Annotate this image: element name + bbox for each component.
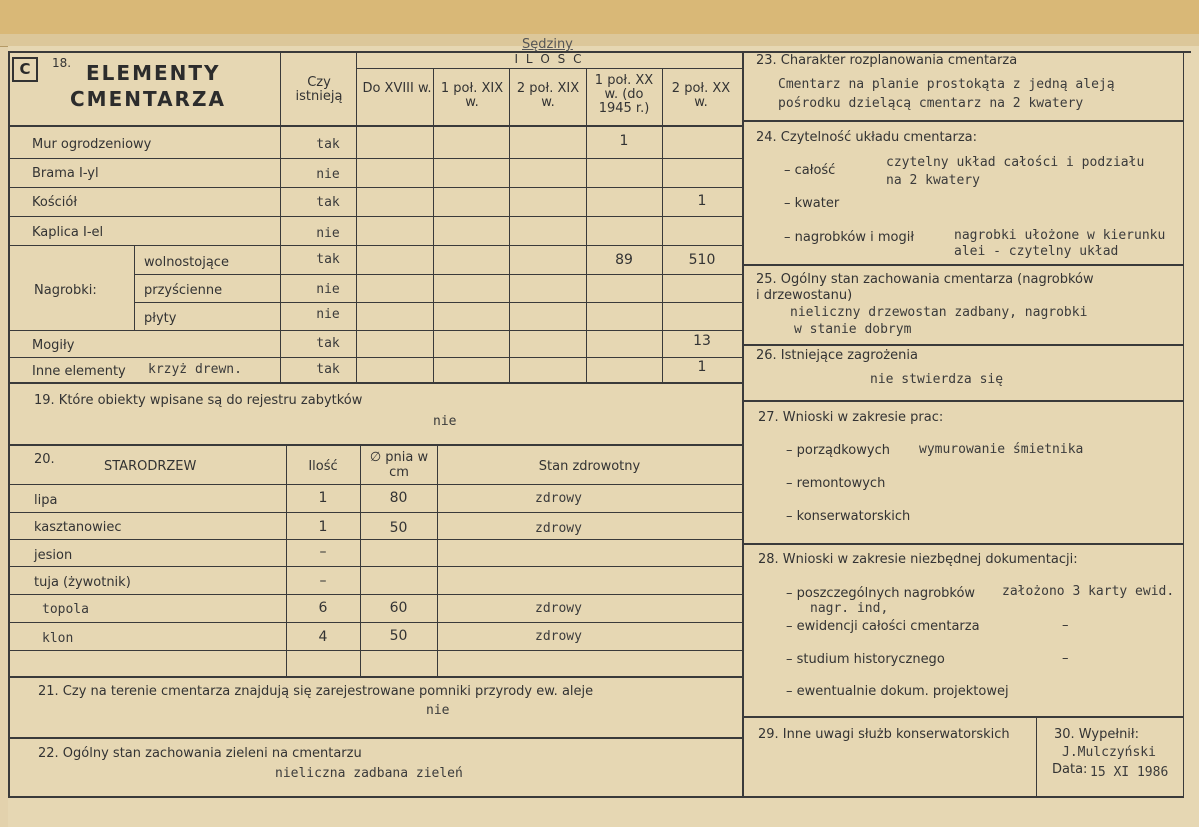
q24-bottom <box>742 264 1184 266</box>
tree-health-5: zdrowy <box>535 601 582 616</box>
tree-diam-1: 80 <box>389 490 408 506</box>
tree-qty-6: 4 <box>318 629 328 645</box>
tree-diam-6: 50 <box>389 628 408 644</box>
q19-bottom <box>8 444 742 446</box>
q23-bottom <box>742 120 1184 122</box>
period-header-2: 1 poł. XIX w. <box>440 81 504 110</box>
t20-row-1 <box>8 512 742 513</box>
outer-left-border <box>8 51 10 797</box>
tree-name-6: klon <box>42 631 74 646</box>
exists-header: Czy istnieją <box>295 75 343 104</box>
q24-calosc-answer-2: na 2 kwatery <box>886 173 980 188</box>
q30-name: J.Mulczyński <box>1062 745 1156 760</box>
q24-nagrobkow-answer-1: nagrobki ułożone w kierunku <box>954 228 1166 243</box>
table20-bottom <box>8 676 742 678</box>
q27-remontowych: – remontowych <box>786 476 886 491</box>
q21-bottom <box>8 737 742 739</box>
tree-name-5: topola <box>42 602 89 617</box>
tree-diam-5: 60 <box>389 600 408 616</box>
q27-porzadkowych-answer: wymurowanie śmietnika <box>919 442 1084 457</box>
top-paper-strip-lower <box>0 34 1199 46</box>
q22-answer: nieliczna zadbana zieleń <box>275 766 463 781</box>
table18-header-bottom <box>8 125 742 127</box>
table20-header-health: Stan zdrowotny <box>538 459 641 474</box>
row-line-6 <box>134 302 742 303</box>
q29-q30-divider <box>1036 716 1037 797</box>
row-line-3 <box>8 216 742 217</box>
exists-przyscienne: nie <box>316 282 340 297</box>
tree-health-1: zdrowy <box>535 491 582 506</box>
tree-qty-5: 6 <box>318 600 328 616</box>
q26-answer: nie stwierdza się <box>870 372 1004 387</box>
q21-label: 21. Czy na terenie cmentarza znajdują się zarejestrowane pomniki przyrody ew. aleje <box>38 684 594 699</box>
row-line-7 <box>8 330 742 331</box>
row-label-wolnostojace: wolnostojące <box>144 255 229 270</box>
outer-right-border <box>1183 51 1184 797</box>
q23-answer-line1: Cmentarz na planie prostokąta z jedną aleją <box>778 77 1115 92</box>
q21-answer: nie <box>426 703 450 718</box>
row-note-inne: krzyż drewn. <box>148 362 242 377</box>
row-label-mogily: Mogiły <box>32 338 75 353</box>
value-wolnostojace-p4: 89 <box>615 252 633 268</box>
tree-name-2: kasztanowiec <box>34 520 122 535</box>
q25-bottom <box>742 344 1184 346</box>
value-wolnostojace-p5: 510 <box>688 252 716 268</box>
row-label-brama: Brama I-yl <box>32 166 99 181</box>
exists-kosciol: tak <box>316 195 340 210</box>
q28-bottom <box>742 716 1184 718</box>
outer-bottom-border <box>8 796 1184 798</box>
q30-label: 30. Wypełnił: <box>1054 727 1139 742</box>
q19-answer: nie <box>433 414 457 429</box>
title-line1: ELEMENTY <box>86 61 221 85</box>
row-line-2 <box>8 187 742 188</box>
section-number: 18. <box>52 56 72 70</box>
table18-bottom <box>8 382 742 384</box>
q22-label: 22. Ogólny stan zachowania zieleni na cmentarzu <box>38 746 362 761</box>
tree-name-3: jesion <box>34 548 73 563</box>
q24-calosc-answer-1: czytelny układ całości i podziału <box>886 155 1145 170</box>
row-line-4 <box>8 245 742 246</box>
q25-answer-2: w stanie dobrym <box>794 322 912 337</box>
t20-row-5 <box>8 622 742 623</box>
q26-label: 26. Istniejące zagrożenia <box>756 348 918 363</box>
tree-health-2: zdrowy <box>535 521 582 536</box>
row-label-plyty: płyty <box>144 311 177 326</box>
table20-header-diam: ∅ pnia w cm <box>369 450 429 480</box>
q24-nagrobkow: – nagrobków i mogił <box>784 230 915 245</box>
q23-answer-line2: pośrodku dzielącą cmentarz na 2 kwatery <box>778 96 1084 111</box>
q27-konserwatorskich: – konserwatorskich <box>786 509 911 524</box>
q27-bottom <box>742 543 1184 545</box>
table20-header-bottom <box>8 484 742 485</box>
tree-name-4: tuja (żywotnik) <box>34 575 131 590</box>
q25-answer-1: nieliczny drzewostan zadbany, nagrobki <box>790 305 1088 320</box>
value-mogily-p5: 13 <box>693 333 711 349</box>
row-line-1 <box>8 158 742 159</box>
value-inne-p5: 1 <box>697 359 707 375</box>
q28-label: 28. Wnioski w zakresie niezbędnej dokumentacji: <box>758 552 1078 567</box>
period-header-5: 2 poł. XX w. <box>671 81 731 110</box>
value-mur-p4: 1 <box>619 133 629 149</box>
q28-studium-answer: – <box>1062 651 1069 666</box>
q23-label: 23. Charakter rozplanowania cmentarza <box>756 53 1018 68</box>
exists-kaplica: nie <box>316 226 340 241</box>
exists-plyty: nie <box>316 307 340 322</box>
tree-qty-1: 1 <box>318 490 328 506</box>
row-label-mur: Mur ogrodzeniowy <box>32 137 152 152</box>
q28-ewidencji-answer: – <box>1062 618 1069 633</box>
q24-nagrobkow-answer-2: alei - czytelny układ <box>954 244 1119 259</box>
table20-number: 20. <box>34 452 55 467</box>
q30-date: 15 XI 1986 <box>1090 765 1169 780</box>
q28-poszczegolnych-answer-2: nagr. ind, <box>810 601 889 616</box>
row-label-kosciol: Kościół <box>32 195 78 210</box>
nagrobki-label: Nagrobki: <box>34 283 97 298</box>
ilosc-header: I L O Ś Ć <box>514 52 584 66</box>
exists-inne: tak <box>316 362 340 377</box>
exists-brama: nie <box>316 167 340 182</box>
exists-mur: tak <box>316 137 340 152</box>
q24-label: 24. Czytelność układu cmentarza: <box>756 130 978 145</box>
title-line2: CMENTARZA <box>70 87 226 111</box>
q24-calosc: – całość <box>784 163 836 178</box>
table20-vline-health <box>437 444 438 676</box>
table18-vline-p3 <box>509 68 510 382</box>
t20-row-4 <box>8 594 742 595</box>
q26-bottom <box>742 400 1184 402</box>
nagrobki-vline <box>134 245 135 330</box>
q28-poszczegolnych-answer-1: założono 3 karty ewid. <box>1002 584 1175 599</box>
q28-studium: – studium historycznego <box>786 652 945 667</box>
q30-date-label: Data: <box>1052 762 1088 777</box>
tree-qty-3: – <box>319 544 327 560</box>
t20-row-6 <box>8 650 742 651</box>
table18-vline-p2 <box>433 68 434 382</box>
exists-mogily: tak <box>316 336 340 351</box>
q28-ewidencji: – ewidencji całości cmentarza <box>786 619 980 634</box>
row-label-inne: Inne elementy <box>32 364 126 379</box>
tree-qty-2: 1 <box>318 519 328 535</box>
q28-projektowej: – ewentualnie dokum. projektowej <box>786 684 1009 699</box>
t20-row-3 <box>8 566 742 567</box>
row-line-5 <box>134 274 742 275</box>
q27-porzadkowych: – porządkowych <box>786 443 890 458</box>
tree-qty-4: – <box>319 573 327 589</box>
ilosc-rule <box>356 68 742 69</box>
q29-label: 29. Inne uwagi służb konserwatorskich <box>758 727 1010 742</box>
tree-name-1: lipa <box>34 493 58 508</box>
handwritten-place: Sędziny <box>522 37 573 52</box>
row-label-kaplica: Kaplica I-el <box>32 225 104 240</box>
q28-poszczegolnych: – poszczególnych nagrobków <box>786 586 976 601</box>
t20-row-2 <box>8 539 742 540</box>
period-header-1: Do XVIII w. <box>362 81 432 96</box>
period-header-4: 1 poł. XX w. (do 1945 r.) <box>594 73 654 116</box>
exists-wolnostojace: tak <box>316 252 340 267</box>
table20-header-qty: Ilość <box>308 459 338 474</box>
section-letter-box: C <box>12 57 38 82</box>
q25-label-2: i drzewostanu) <box>756 288 853 303</box>
q19-label: 19. Które obiekty wpisane są do rejestru zabytków <box>34 393 363 408</box>
row-label-przyscienne: przyścienne <box>144 283 223 298</box>
middle-divider <box>742 51 744 797</box>
period-header-3: 2 poł. XIX w. <box>516 81 580 110</box>
q24-kwater: – kwater <box>784 196 840 211</box>
tree-health-6: zdrowy <box>535 629 582 644</box>
tree-diam-2: 50 <box>389 520 408 536</box>
value-kosciol-p5: 1 <box>697 193 707 209</box>
q27-label: 27. Wnioski w zakresie prac: <box>758 410 944 425</box>
table20-header-name: STARODRZEW <box>104 459 197 474</box>
q25-label-1: 25. Ogólny stan zachowania cmentarza (nagrobków <box>756 272 1094 287</box>
row-line-8 <box>8 357 742 358</box>
